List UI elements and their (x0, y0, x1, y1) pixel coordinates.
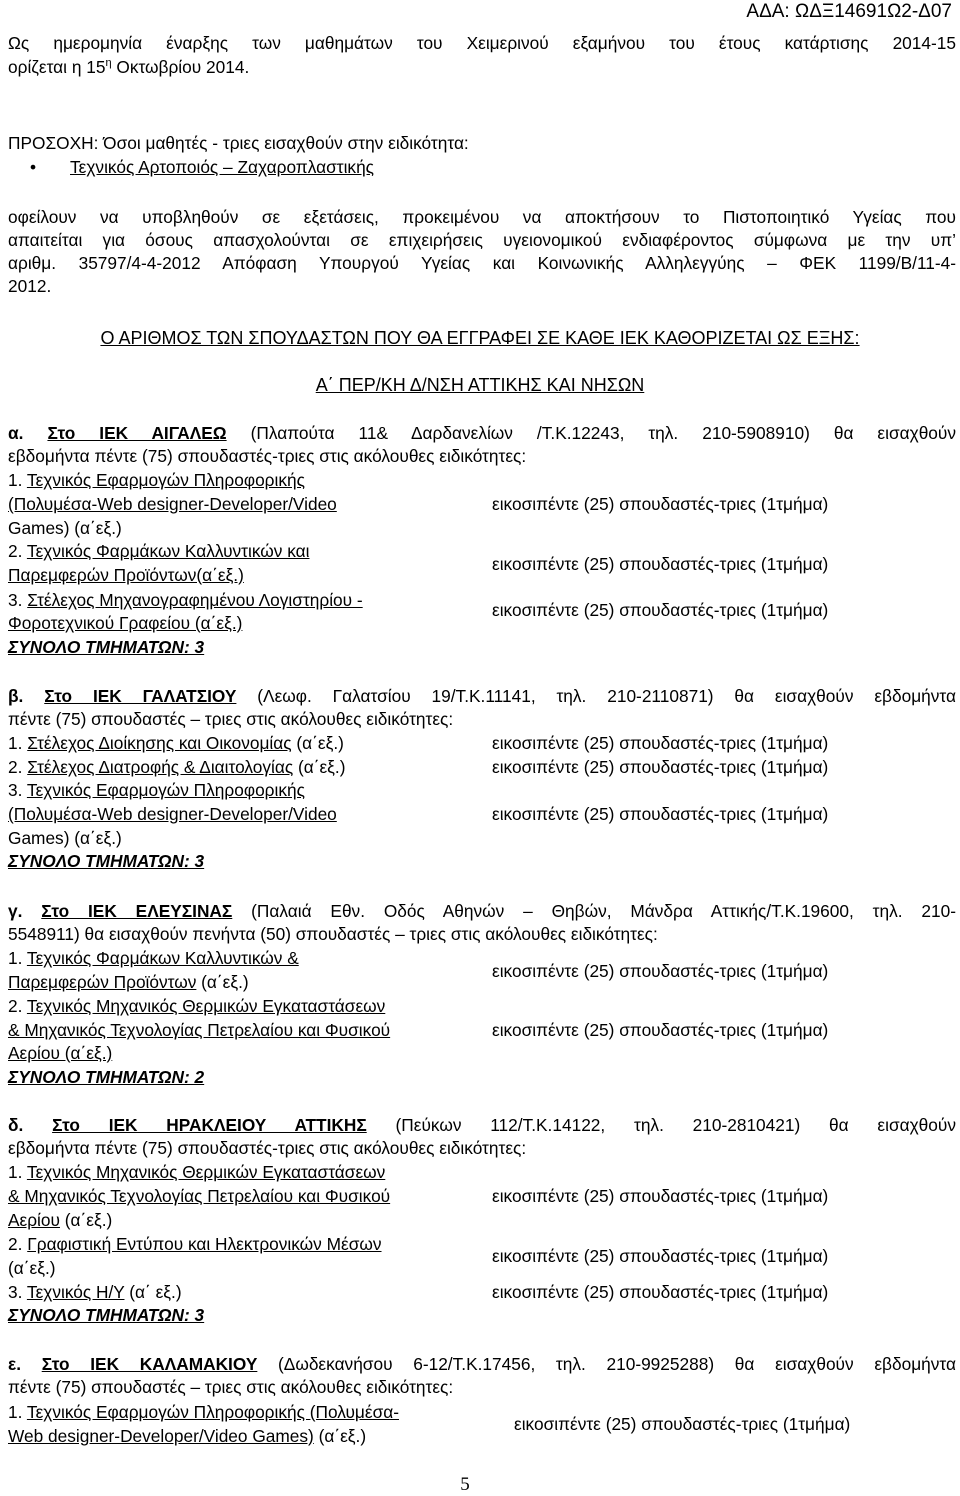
section-b-specialty-3-line-3: Games) (α΄εξ.) (8, 828, 122, 848)
bullet-icon: • (30, 157, 37, 177)
section-b-seats-1: εικοσιπέντε (25) σπουδαστές-τριες (1τμήμα) (492, 733, 829, 753)
section-a-specialty-1-line-2: (Πολυμέσα-Web designer-Developer/Video (8, 494, 337, 514)
section-d-specialty-2: 2. Γραφιστική Εντύπου και Ηλεκτρονικών Μέσων (8, 1234, 382, 1254)
attention-p1: οφείλουν να υποβληθούν σε εξετάσεις, προκειμένου να αποκτήσουν το Πιστοποιητικό Υγείας που (8, 207, 956, 227)
section-a-line-1: α. Στο ΙΕΚ ΑΙΓΑΛΕΩ (Πλαπούτα 11& Δαρδανελίων /Τ.Κ.12243, τηλ. 210-5908910) θα εισαχθούν (8, 423, 957, 443)
section-c-specialty-1: 1. Τεχνικός Φαρμάκων Καλλυντικών & (8, 948, 299, 968)
section-b-seats-3: εικοσιπέντε (25) σπουδαστές-τριες (1τμήμα) (492, 804, 829, 824)
section-d-specialty-1-line-3: Αερίου (α΄εξ.) (8, 1210, 113, 1230)
section-a-specialty-1: 1. Τεχνικός Εφαρμογών Πληροφορικής (8, 470, 305, 490)
section-b-seats-2: εικοσιπέντε (25) σπουδαστές-τριες (1τμήμα) (492, 757, 829, 777)
section-e-line-1: ε. Στο ΙΕΚ ΚΑΛΑΜΑΚΙΟΥ (Δωδεκανήσου 6-12/Τ.Κ.17456, τηλ. 210-9925288) θα εισαχθούν εβδομήντα (8, 1354, 956, 1374)
section-b-line-2: πέντε (75) σπουδαστές – τριες στις ακόλουθες ειδικότητες: (8, 709, 454, 729)
section-d-specialty-1-line-2: & Μηχανικός Τεχνολογίας Πετρελαίου και Φυσικού (8, 1186, 391, 1206)
section-d-specialty-1: 1. Τεχνικός Μηχανικός Θερμικών Εγκαταστάσεων (8, 1162, 386, 1182)
section-d-seats-1: εικοσιπέντε (25) σπουδαστές-τριες (1τμήμα) (492, 1186, 829, 1206)
section-a-seats-3: εικοσιπέντε (25) σπουδαστές-τριες (1τμήμα) (492, 600, 829, 620)
section-b-specialty-1: 1. Στέλεχος Διοίκησης και Οικονομίας (α΄εξ.) (8, 733, 344, 753)
intro-line-1: Ως ημερομηνία έναρξης των μαθημάτων του Χειμερινού εξαμήνου του έτους κατάρτισης 2014-15 (8, 33, 956, 53)
section-a-total: ΣΥΝΟΛΟ ΤΜΗΜΑΤΩΝ: 3 (8, 637, 205, 657)
section-c-specialty-2-line-2: & Μηχανικός Τεχνολογίας Πετρελαίου και Φυσικού (8, 1020, 391, 1040)
region-heading: Α΄ ΠΕΡ/ΚΗ Δ/ΝΣΗ ΑΤΤΙΚΗΣ ΚΑΙ ΝΗΣΩΝ (315, 375, 645, 395)
section-d-line-1: δ. Στο ΙΕΚ ΗΡΑΚΛΕΙΟΥ ΑΤΤΙΚΗΣ (Πεύκων 112/Τ.Κ.14122, τηλ. 210-2810421) θα εισαχθούν (8, 1115, 956, 1135)
section-d-specialty-3: 3. Τεχνικός Η/Υ (α΄ εξ.) (8, 1282, 182, 1302)
section-a-line-2: εβδομήντα πέντε (75) σπουδαστές-τριες στις ακόλουθες ειδικότητες: (8, 446, 527, 466)
section-a-specialty-2-line-2: Παρεμφερών Προϊόντων(α΄εξ.) (8, 565, 244, 585)
section-b-line-1: β. Στο ΙΕΚ ΓΑΛΑΤΣΙΟΥ (Λεωφ. Γαλατσίου 19/Τ.Κ.11141, τηλ. 210-2110871) θα εισαχθούν εβδομήντα (8, 686, 956, 706)
section-e-specialty-1: 1. Τεχνικός Εφαρμογών Πληροφορικής (Πολυμέσα- (8, 1402, 399, 1422)
section-c-line-1: γ. Στο ΙΕΚ ΕΛΕΥΣΙΝΑΣ (Παλαιά Εθν. Οδός Αθηνών – Θηβών, Μάνδρα Αττικής/Τ.Κ.19600, τηλ. 210- (8, 901, 956, 921)
section-c-specialty-2: 2. Τεχνικός Μηχανικός Θερμικών Εγκαταστάσεων (8, 996, 386, 1016)
section-e-specialty-1-line-2: Web designer-Developer/Video Games) (α΄εξ.) (8, 1426, 367, 1446)
section-e-line-2: πέντε (75) σπουδαστές – τριες στις ακόλουθες ειδικότητες: (8, 1377, 454, 1397)
section-d-line-2: εβδομήντα πέντε (75) σπουδαστές-τριες στις ακόλουθες ειδικότητες: (8, 1138, 527, 1158)
section-a-specialty-3-line-2: Φοροτεχνικού Γραφείου (α΄εξ.) (8, 613, 243, 633)
section-a-specialty-3: 3. Στέλεχος Μηχανογραφημένου Λογιστηρίου - (8, 590, 363, 610)
attention-p3: αριθμ. 35797/4-4-2012 Απόφαση Υπουργού Υγείας και Κοινωνικής Αλληλεγγύης – ΦΕΚ 1199/Β/11-4- (8, 253, 956, 273)
section-e-seats-1: εικοσιπέντε (25) σπουδαστές-τριες (1τμήμα) (514, 1414, 851, 1434)
section-a-seats-2: εικοσιπέντε (25) σπουδαστές-τριες (1τμήμα) (492, 554, 829, 574)
section-c-seats-2: εικοσιπέντε (25) σπουδαστές-τριες (1τμήμα) (492, 1020, 829, 1040)
section-d-seats-2: εικοσιπέντε (25) σπουδαστές-τριες (1τμήμα) (492, 1246, 829, 1266)
section-a-specialty-1-line-3: Games) (α΄εξ.) (8, 518, 122, 538)
section-c-total: ΣΥΝΟΛΟ ΤΜΗΜΑΤΩΝ: 2 (8, 1067, 205, 1087)
section-a-seats-1: εικοσιπέντε (25) σπουδαστές-τριες (1τμήμα) (492, 494, 829, 514)
section-c-seats-1: εικοσιπέντε (25) σπουδαστές-τριες (1τμήμα) (492, 961, 829, 981)
section-c-line-2: 5548911) θα εισαχθούν πενήντα (50) σπουδαστές – τριες στις ακόλουθες ειδικότητες: (8, 924, 658, 944)
section-c-specialty-2-line-3: Αερίου (α΄εξ.) (8, 1043, 113, 1063)
section-d-total: ΣΥΝΟΛΟ ΤΜΗΜΑΤΩΝ: 3 (8, 1305, 205, 1325)
attention-p2: απαιτείται για όσους απασχολούνται σε επιχειρήσεις υγειονομικού ενδιαφέροντος σύμφωνα με την υπ’ (8, 230, 956, 250)
ada-code: ΑΔΑ: ΩΔΞ14691Ω2-Δ07 (746, 1, 952, 22)
section-b-specialty-2: 2. Στέλεχος Διατροφής & Διαιτολογίας (α΄εξ.) (8, 757, 346, 777)
page-number: 5 (460, 1474, 470, 1495)
section-d-seats-3: εικοσιπέντε (25) σπουδαστές-τριες (1τμήμα) (492, 1282, 829, 1302)
section-b-specialty-3-line-2: (Πολυμέσα-Web designer-Developer/Video (8, 804, 337, 824)
bullet-item: Τεχνικός Αρτοποιός – Ζαχαροπλαστικής (70, 157, 375, 177)
section-d-specialty-2-line-2: (α΄εξ.) (8, 1258, 56, 1278)
section-a-specialty-2: 2. Τεχνικός Φαρμάκων Καλλυντικών και (8, 541, 310, 561)
section-c-specialty-1-line-2: Παρεμφερών Προϊόντων (α΄εξ.) (8, 972, 249, 992)
section-b-total: ΣΥΝΟΛΟ ΤΜΗΜΑΤΩΝ: 3 (8, 851, 205, 871)
attention-p4: 2012. (8, 276, 52, 296)
section-b-specialty-3: 3. Τεχνικός Εφαρμογών Πληροφορικής (8, 780, 305, 800)
main-heading: Ο ΑΡΙΘΜΟΣ ΤΩΝ ΣΠΟΥΔΑΣΤΩΝ ΠΟΥ ΘΑ ΕΓΓΡΑΦΕΙ ΣΕ ΚΑΘΕ ΙΕΚ ΚΑΘΟΡΙΖΕΤΑΙ ΩΣ ΕΞΗΣ: (100, 328, 860, 348)
attention-line: ΠΡΟΣΟΧΗ: Όσοι μαθητές - τριες εισαχθούν στην ειδικότητα: (8, 133, 469, 153)
intro-line-2: ορίζεται η $15^\eta$ Οκτωβρίου 2014. (8, 56, 250, 77)
